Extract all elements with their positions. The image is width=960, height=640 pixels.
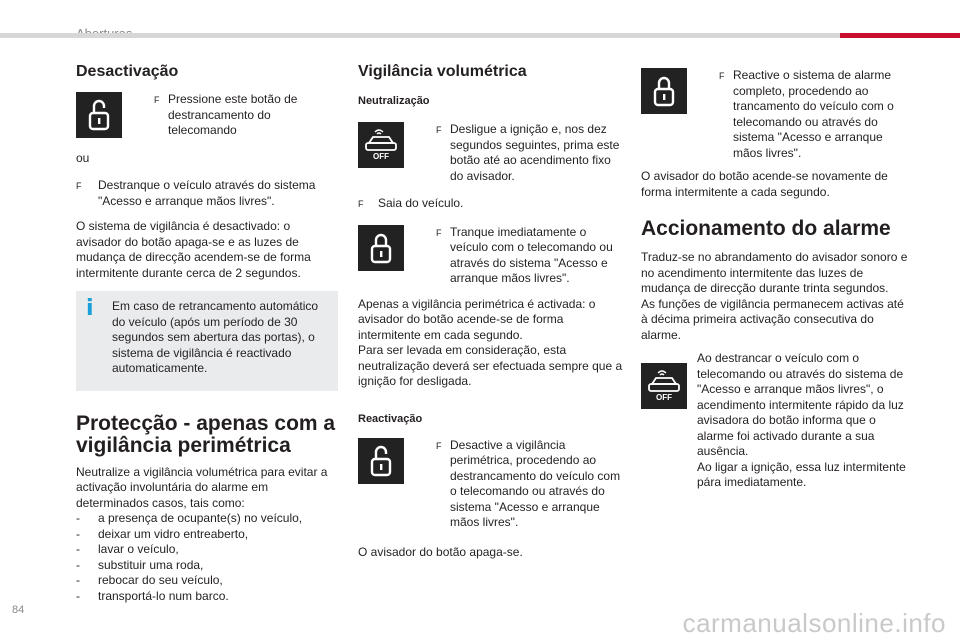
bullet-text: Pressione este botão de destrancamento do telecomando (168, 92, 298, 137)
bullet-text: Tranque imediatamente o veículo com o telecomando ou através do sistema "Acesso e arranque mãos livres". (450, 224, 613, 285)
reactivation-title: Reactivação (358, 412, 423, 425)
or-text: ou (76, 150, 90, 165)
off-label: OFF (656, 393, 672, 402)
unlock-instruction (76, 92, 338, 139)
reactivation-paragraph: O avisador do botão apaga-se. (358, 544, 523, 559)
bullet-glyph: F (436, 125, 442, 135)
list-dash: - (76, 557, 80, 572)
watermark: carmanualsonline.info (682, 608, 946, 638)
lock-icon (358, 225, 404, 271)
lock-instruction (358, 225, 626, 287)
bullet-text: Desligue a ignição e, nos dez segundos seguintes, prima este botão até ao acendimento fixo do avisador. (450, 122, 620, 183)
bullet-glyph: F (719, 71, 725, 81)
unlock-instruction-2 (358, 438, 626, 531)
list-dash: - (76, 588, 80, 603)
alarm-note-block (641, 351, 909, 491)
header-accent (840, 33, 960, 38)
bullet-glyph: F (436, 227, 442, 238)
protection-list-item (76, 542, 338, 558)
alarm-title: Accionamento do alarme (641, 217, 891, 240)
list-item-text: deixar um vidro entreaberto, (98, 526, 249, 541)
alarm-paragraph-2: As funções de vigilância permanecem activas até à décima primeira activação consecutiva do alarme. (641, 296, 904, 342)
column-2 (358, 62, 626, 560)
protection-list (76, 511, 338, 604)
off-label: OFF (373, 152, 389, 161)
protection-title: Protecção - apenas com a vigilância perimétrica (76, 411, 336, 457)
protection-list-item (76, 558, 338, 574)
bullet-item (719, 68, 909, 161)
bullet-glyph: F (76, 181, 82, 191)
bullet-item (436, 225, 626, 287)
protection-intro: Neutralize a vigilância volumétrica para evitar a activação involuntária do alarme em determinados casos, tais como: (76, 464, 328, 510)
neutralization-paragraph: Apenas a vigilância perimétrica é activada: o avisador do botão acende-se de forma intermitente em cada segundo. Para ser levada em consideração, esta neutralização deverá ser efectuada sempre que a ignição for desligada. (358, 296, 623, 388)
neutralization-title: Neutralização (358, 95, 430, 107)
bullet-text: Reactive o sistema de alarme completo, procedendo ao trancamento do veículo com o telecomando ou através do sistema "Acesso e arranque mãos livres". (733, 68, 894, 160)
info-icon: i (86, 296, 94, 321)
unlock-icon (358, 438, 404, 484)
protection-list-item (76, 527, 338, 543)
alarm-off-button-icon (641, 363, 687, 409)
alarm-off-instruction (358, 122, 626, 184)
bullet-item (436, 438, 626, 531)
reactivation-paragraph-2: O avisador do botão acende-se novamente de forma intermitente a cada segundo. (641, 169, 888, 199)
bullet-glyph: F (154, 95, 160, 105)
bullet-item (76, 178, 338, 209)
list-dash: - (76, 526, 80, 541)
list-dash: - (76, 573, 80, 587)
protection-list-item (76, 589, 338, 605)
bullet-text: Desactive a vigilância perimétrica, procedendo ao destrancamento do veículo com o telecomando ou através do sistema "Acesso e arranque mãos livres". (450, 437, 621, 529)
list-item-text: transportá-lo num barco. (98, 588, 229, 603)
desactivation-title: Desactivação (76, 63, 179, 80)
alarm-note-text: Ao destrancar o veículo com o telecomando ou através do sistema de "Acesso e arranque mãos livres", o acendimento intermitente rápido da luz avisadora do botão informa que o alarme foi activado durante a sua ausência. Ao ligar a ignição, essa luz intermitente pára imediatamente. (697, 351, 906, 489)
list-dash: - (76, 511, 80, 525)
list-item-text: lavar o veículo, (98, 542, 179, 556)
lock-instruction-2 (641, 68, 909, 161)
header-bar (0, 33, 960, 38)
list-item-text: rebocar do seu veículo, (98, 573, 223, 587)
bullet-glyph: F (358, 199, 364, 209)
desactivation-paragraph: O sistema de vigilância é desactivado: o avisador do botão apaga-se e as luzes de mudança de direcção acendem-se de forma intermitente durante cerca de 2 segundos. (76, 219, 311, 280)
protection-list-item (76, 573, 338, 589)
list-dash: - (76, 542, 80, 556)
list-item-text: substituir uma roda, (98, 557, 204, 572)
info-text: Em caso de retrancamento automático do veículo (após um período de 30 segundos sem abertura das portas), o sistema de vigilância é reactivado automaticamente. (112, 299, 319, 375)
column-3 (641, 62, 909, 491)
column-1 (76, 62, 338, 604)
volumetric-title: Vigilância volumétrica (358, 63, 527, 80)
bullet-item (436, 122, 626, 184)
bullet-text: Destranque o veículo através do sistema "Acesso e arranque mãos livres". (98, 178, 316, 208)
alarm-paragraph-1: Traduz-se no abrandamento do avisador sonoro e no acendimento intermitente das luzes de mudança de direcção durante trinta segundos. (641, 250, 908, 295)
protection-list-item (76, 511, 338, 527)
alarm-off-button-icon (358, 122, 404, 168)
bullet-item (154, 92, 338, 139)
bullet-glyph: F (436, 440, 442, 451)
list-item-text: a presença de ocupante(s) no veículo, (98, 511, 303, 525)
lock-icon (641, 68, 687, 114)
info-box (76, 291, 338, 391)
bullet-item (358, 196, 626, 213)
unlock-icon (76, 92, 122, 138)
page-number: 84 (12, 604, 25, 616)
bullet-text: Saia do veículo. (378, 196, 464, 210)
